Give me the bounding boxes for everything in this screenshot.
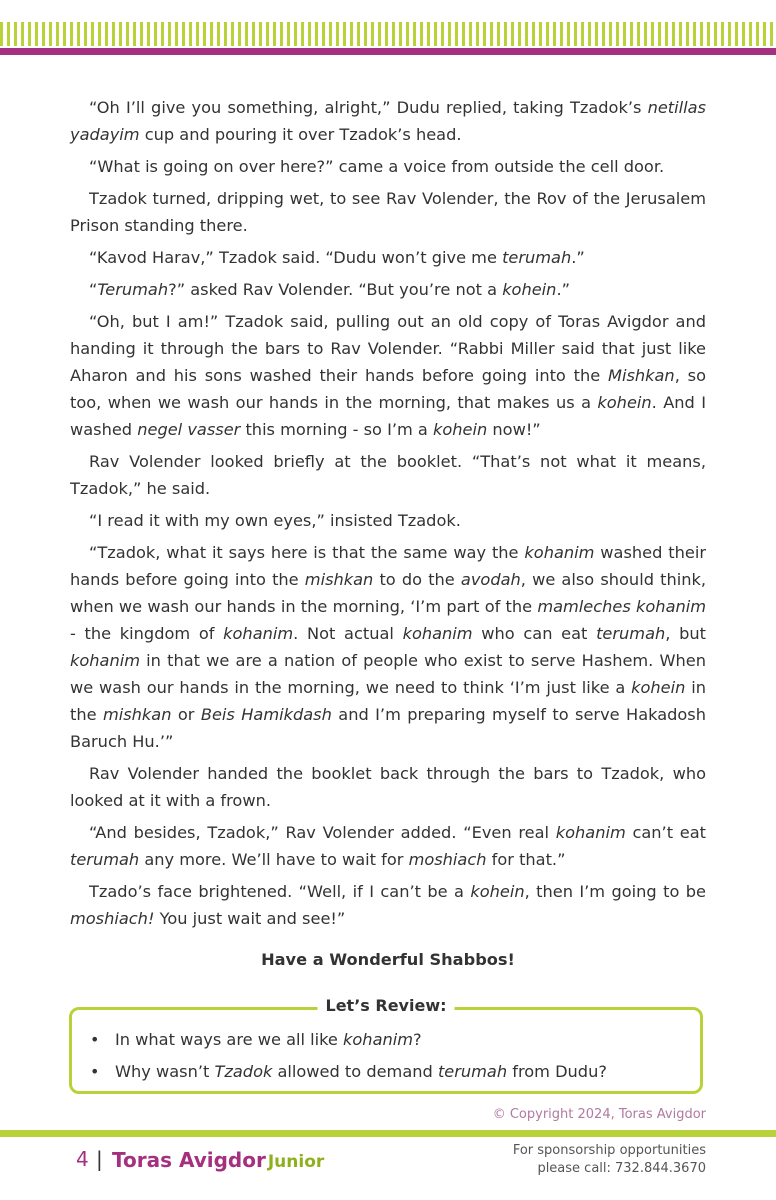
italic-term: kohein: [433, 420, 488, 439]
story-paragraphs: [70, 94, 706, 932]
top-rule: [0, 48, 776, 55]
text-run: .”: [571, 248, 585, 267]
text-run: “What is going on over here?” came a voice from outside the cell door.: [89, 157, 665, 176]
review-question: [88, 1024, 690, 1056]
italic-term: mamleches kohanim: [537, 597, 707, 616]
story-paragraph: [70, 507, 706, 534]
text-run: You just wait and see!”: [154, 909, 346, 928]
italic-term: terumah: [502, 248, 572, 267]
top-tick-border: [0, 22, 776, 46]
copyright-notice: © Copyright 2024, Toras Avigdor: [492, 1107, 706, 1122]
text-run: , but: [665, 624, 706, 643]
story-paragraph: [70, 276, 706, 303]
story-paragraph: [70, 878, 706, 932]
italic-term: moshiach: [408, 850, 487, 869]
text-run: “Oh, but I am!” Tzadok said, pulling out an old copy of Toras Avigdor and handing it through the bars to Rav Volender. “Rabbi Miller said that just like Aharon and his sons washed their hands before going into the: [70, 312, 706, 385]
brand-logo: [112, 1148, 324, 1172]
italic-term: terumah: [437, 1062, 508, 1081]
italic-term: kohanim: [524, 543, 595, 562]
text-run: - the kingdom of: [70, 624, 224, 643]
story-paragraph: [70, 244, 706, 271]
story-paragraph: [70, 819, 706, 873]
italic-term: kohanim: [343, 1030, 414, 1049]
text-run: “And besides, Tzadok,” Rav Volender added. “Even real: [89, 823, 556, 842]
text-run: In what ways are we all like: [115, 1030, 344, 1049]
italic-term: terumah: [596, 624, 666, 643]
text-run: washed their hands before going into the: [70, 543, 706, 589]
closing-line: Have a Wonderful Shabbos!: [261, 950, 515, 969]
text-run: , then I’m going to be: [524, 882, 706, 901]
italic-term: avodah: [460, 570, 521, 589]
story-paragraph: [70, 760, 706, 814]
story-paragraph: [70, 308, 706, 443]
review-title: Let’s Review:: [318, 996, 455, 1015]
text-run: “Kavod Harav,” Tzadok said. “Dudu won’t give me: [89, 248, 503, 267]
text-run: or: [171, 705, 201, 724]
text-run: , so too, when we wash our hands in the morning, that makes us a: [70, 366, 706, 412]
italic-term: kohanim: [555, 823, 626, 842]
sponsor-info: [513, 1142, 706, 1178]
text-run: “Tzadok, what it says here is that the same way the: [89, 543, 525, 562]
italic-term: kohein: [470, 882, 525, 901]
story-paragraph: [70, 94, 706, 148]
text-run: Tzadok turned, dripping wet, to see Rav Volender, the Rov of the Jerusalem Prison standing there.: [70, 189, 706, 235]
italic-term: kohein: [502, 280, 557, 299]
text-run: ?” asked Rav Volender. “But you’re not a: [168, 280, 503, 299]
text-run: cup and pouring it over Tzadok’s head.: [139, 125, 462, 144]
text-run: Why wasn’t: [115, 1062, 215, 1081]
italic-term: kohanim: [223, 624, 294, 643]
text-run: and I’m preparing myself to serve Hakadosh Baruch Hu.’”: [70, 705, 707, 751]
italic-term: netillas yadayim: [70, 98, 706, 144]
text-run: “Oh I’ll give you something, alright,” Dudu replied, taking Tzadok’s: [89, 98, 648, 117]
italic-term: kohein: [597, 393, 652, 412]
brand-sub: Junior: [267, 1152, 325, 1172]
page-number: 4: [76, 1147, 89, 1171]
text-run: , we also should think, when we wash our hands in the morning, ‘I’m part of the: [70, 570, 706, 616]
review-list: [88, 1024, 690, 1088]
text-run: any more. We’ll have to wait for: [139, 850, 409, 869]
text-run: now!”: [487, 420, 541, 439]
text-run: allowed to demand: [272, 1062, 438, 1081]
text-run: for that.”: [486, 850, 566, 869]
bottom-rule: [0, 1130, 776, 1137]
review-box: [69, 996, 703, 1094]
italic-term: Beis Hamikdash: [200, 705, 332, 724]
text-run: .”: [556, 280, 570, 299]
story-paragraph: [70, 448, 706, 502]
italic-term: moshiach!: [70, 909, 155, 928]
text-run: in that we are a nation of people who exist to serve Hashem. When we wash our hands in the morning, we need to think ‘I’m just like a: [70, 651, 706, 697]
sponsor-line-1: For sponsorship opportunities: [512, 1143, 706, 1158]
text-run: Rav Volender handed the booklet back through the bars to Tzadok, who looked at it with a frown.: [70, 764, 706, 810]
text-run: “I read it with my own eyes,” insisted Tzadok.: [89, 511, 461, 530]
italic-term: kohein: [631, 678, 686, 697]
footer-separator: |: [96, 1147, 103, 1171]
review-question: [88, 1056, 690, 1088]
sponsor-line-2: please call: 732.844.3670: [537, 1161, 706, 1176]
text-run: Rav Volender looked briefly at the booklet. “That’s not what it means, Tzadok,” he said.: [70, 452, 706, 498]
brand-main: Toras Avigdor: [112, 1148, 266, 1172]
italic-term: Tzadok: [214, 1062, 273, 1081]
story-paragraph: [70, 185, 706, 239]
text-run: ?: [413, 1030, 422, 1049]
italic-term: terumah: [70, 850, 140, 869]
top-decoration: [0, 0, 776, 55]
story-body: [70, 94, 706, 978]
text-run: in the: [70, 678, 707, 724]
text-run: this morning - so I’m a: [240, 420, 433, 439]
italic-term: mishkan: [102, 705, 172, 724]
italic-term: kohanim: [402, 624, 473, 643]
text-run: from Dudu?: [507, 1062, 607, 1081]
text-run: to do the: [373, 570, 461, 589]
italic-term: kohanim: [70, 651, 140, 670]
text-run: . Not actual: [293, 624, 403, 643]
italic-term: negel vasser: [137, 420, 241, 439]
story-paragraph: [70, 153, 706, 180]
text-run: . And I washed: [70, 393, 706, 439]
text-run: who can eat: [472, 624, 597, 643]
story-paragraph: [70, 539, 706, 755]
italic-term: mishkan: [304, 570, 374, 589]
text-run: Tzado’s face brightened. “Well, if I can’t be a: [89, 882, 471, 901]
text-run: “: [89, 280, 98, 299]
italic-term: Terumah: [97, 280, 169, 299]
italic-term: Mishkan: [607, 366, 675, 385]
text-run: can’t eat: [625, 823, 707, 842]
